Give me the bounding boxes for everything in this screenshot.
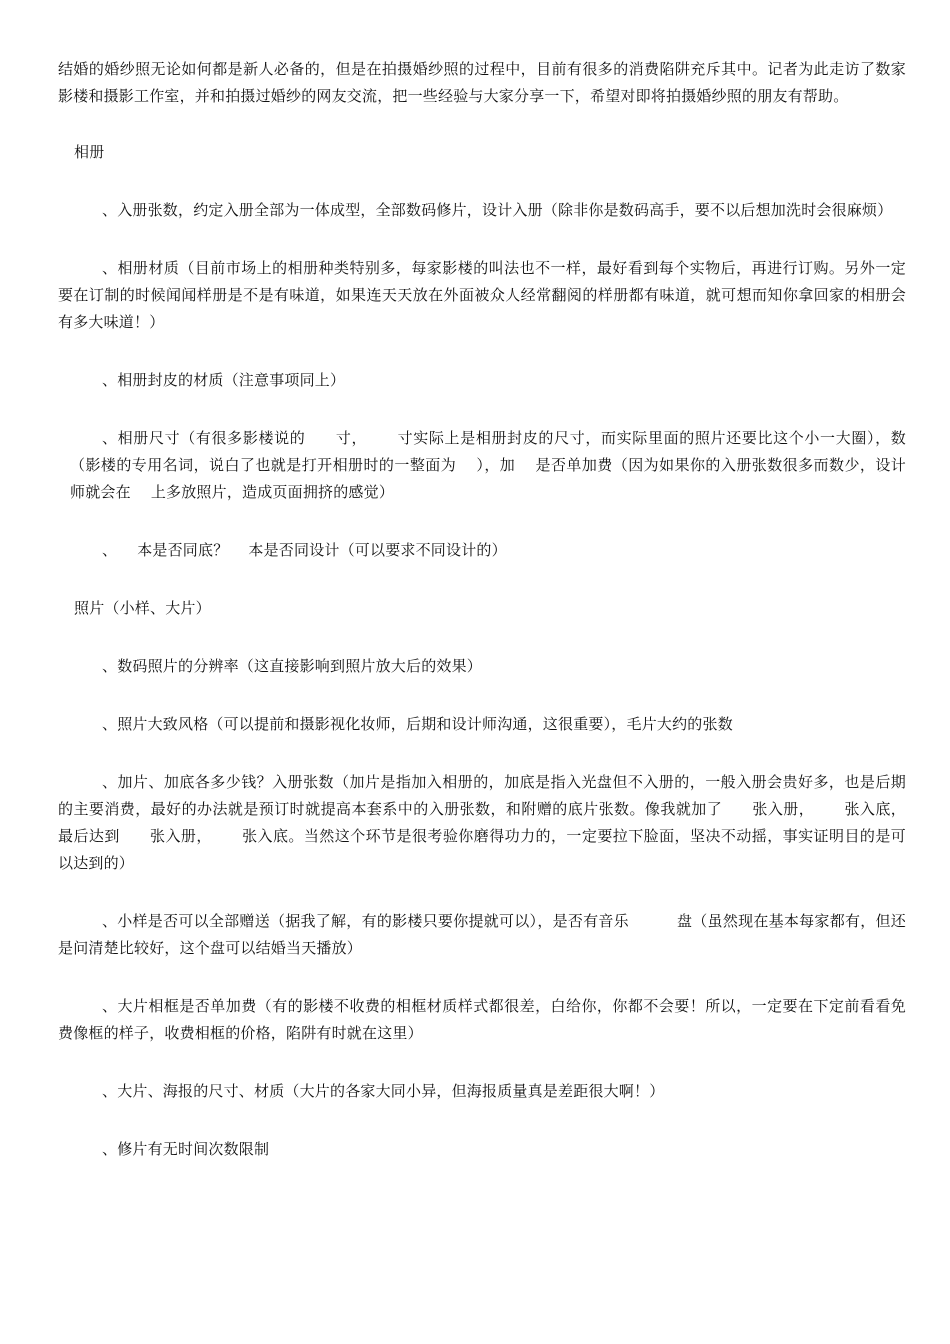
photo-item-6: 、大片、海报的尺寸、材质（大片的各家大同小异，但海报质量真是差距很大啊！） <box>102 1082 665 1100</box>
album-size-text-7: 数少，设计师就会在 <box>70 456 906 501</box>
album-size-text-5: ），加 <box>476 456 516 474</box>
album-copy-text-3: 本是否同设计（可以要求不同设计的） <box>248 541 507 559</box>
album-item-4 <box>58 425 906 506</box>
album-size-text-3: 寸实际上是相册封皮的尺寸，而实际里面的照片还要比这个小一大圈）， <box>397 429 891 447</box>
photo-item-1: 、数码照片的分辨率（这直接影响到照片放大后的效果） <box>102 657 483 675</box>
photo-music-text-1: 、小样是否可以全部赠送（据我了解，有的影楼只要你提就可以），是否有音乐 <box>102 912 629 930</box>
photo-extra-text-2: 张入册， <box>752 800 815 818</box>
album-copy-text-1: 、 <box>102 541 118 559</box>
photo-item-7: 、修片有无时间次数限制 <box>102 1140 270 1158</box>
photo-extra-text-1: 、加片、加底各多少钱？入册张数（加片是指加入相册的，加底是指入光盘但不入册的，一般入册会贵好多，也是后期的主要消费，最好的办法就是预订时就提高本套系中的入册张数，和附赠的底片张数。像我就加了 <box>58 773 906 818</box>
photo-item-5: 、大片相框是否单加费（有的影楼不收费的相框材质样式都很差，白给你，你都不会要！所以，一定要在下定前看看免费像框的样子，收费相框的价格，陷阱有时就在这里） <box>58 997 906 1042</box>
document-page <box>58 56 906 1194</box>
album-copy-text-2: 本是否同底？ <box>137 541 229 559</box>
section-heading-photo: 照片（小样、大片） <box>74 599 211 617</box>
photo-extra-text-3: 张入底，最后达到 <box>58 800 906 845</box>
section-heading-album: 相册 <box>74 143 105 161</box>
intro-paragraph: 结婚的婚纱照无论如何都是新人必备的，但是在拍摄婚纱照的过程中，目前有很多的消费陷阱充斥其中。记者为此走访了数家影楼和摄影工作室，并和拍摄过婚纱的网友交流，把一些经验与大家分享一下，希望对即将拍摄婚纱照的朋友有帮助。 <box>58 60 906 105</box>
photo-item-4 <box>58 908 906 962</box>
album-size-text-4: 数（影楼的专用名词，说白了也就是打开相册时的一整面为 <box>70 429 906 474</box>
album-size-text-8: 上多放照片，造成页面拥挤的感觉） <box>150 483 395 501</box>
album-size-text-1: 、相册尺寸（有很多影楼说的 <box>102 429 306 447</box>
album-item-2: 、相册材质（目前市场上的相册种类特别多，每家影楼的叫法也不一样，最好看到每个实物后，再进行订购。另外一定要在订制的时候闻闻样册是不是有味道，如果连天天放在外面被众人经常翻阅的样册都有味道，就可想而知你拿回家的相册会有多大味道！） <box>58 259 906 331</box>
album-item-3: 、相册封皮的材质（注意事项同上） <box>102 371 346 389</box>
photo-item-3 <box>58 769 906 877</box>
photo-extra-text-5: 张入底。当然这个环节是很考验你磨得功力的，一定要拉下脸面，坚决不动摇，事实证明目的是可以达到的） <box>58 827 906 872</box>
album-size-text-6: 是否单加费（因为如果你的入册张数很多而 <box>535 456 829 474</box>
album-item-5 <box>58 537 906 564</box>
photo-extra-text-4: 张入册， <box>149 827 212 845</box>
photo-item-2: 、照片大致风格（可以提前和摄影视化妆师，后期和设计师沟通，这很重要），毛片大约的张数 <box>102 715 733 733</box>
photo-music-text-2: 盘（虽然现在基本每家都有，但还是问清楚比较好，这个盘可以结婚当天播放） <box>58 912 906 957</box>
album-item-1: 、入册张数，约定入册全部为一体成型，全部数码修片，设计入册（除非你是数码高手，要不以后想加洗时会很麻烦） <box>102 201 893 219</box>
album-size-text-2: 寸， <box>335 429 368 447</box>
